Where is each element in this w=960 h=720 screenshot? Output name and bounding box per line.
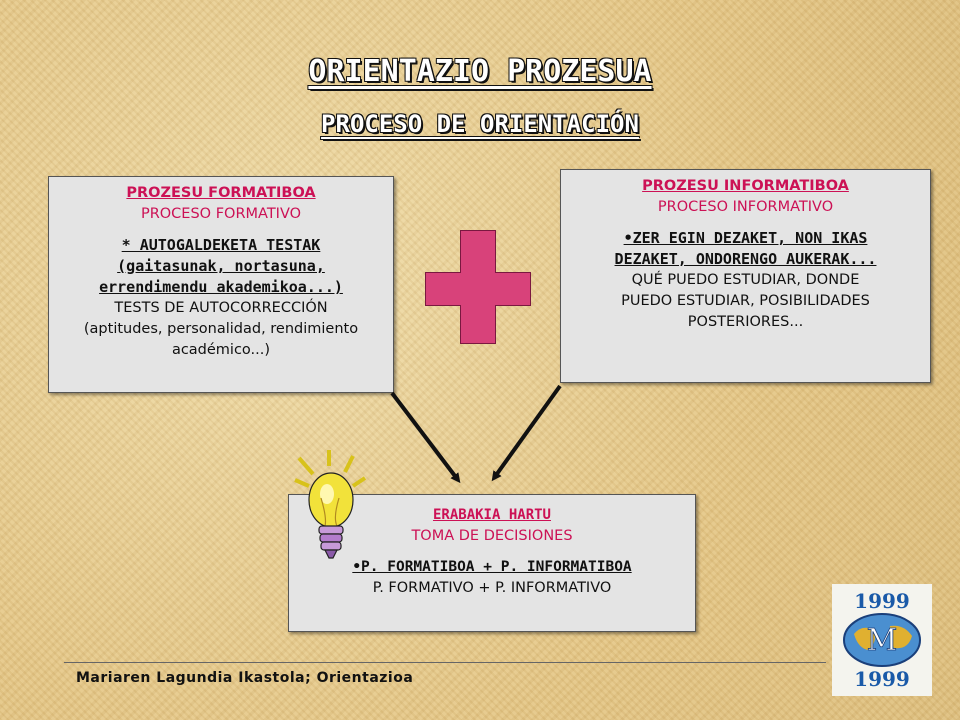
logo-text-bottom: 1999 <box>854 667 910 691</box>
formative-line-6: académico...) <box>171 342 271 358</box>
footer-text: Mariaren Lagundia Ikastola; Orientazioa <box>76 670 414 686</box>
page-subtitle: PROCESO DE ORIENTACIÓN <box>321 110 639 138</box>
formative-line-5: (aptitudes, personalidad, rendimiento <box>83 321 359 337</box>
formative-line-1: * AUTOGALDEKETA TESTAK <box>121 236 321 254</box>
informative-line-3: QUÉ PUEDO ESTUDIAR, DONDE <box>631 272 860 288</box>
globe-logo-icon <box>832 584 932 696</box>
decision-line-1: •P. FORMATIBOA + P. INFORMATIBOA <box>352 559 632 575</box>
formative-heading-es: PROCESO FORMATIVO <box>140 206 302 222</box>
formative-line-2: (gaitasunak, nortasuna, <box>117 257 325 275</box>
logo-monogram: M <box>866 623 898 658</box>
informative-line-4: PUEDO ESTUDIAR, POSIBILIDADES <box>621 293 870 309</box>
informative-line-1: •ZER EGIN DEZAKET, NON IKAS <box>623 229 868 247</box>
informative-heading-es: PROCESO INFORMATIVO <box>657 199 834 215</box>
decision-heading-es: TOMA DE DECISIONES <box>411 528 573 544</box>
footer-divider <box>64 662 826 663</box>
decision-line-2: P. FORMATIVO + P. INFORMATIVO <box>372 580 612 596</box>
logo-text-top: 1999 <box>854 589 910 613</box>
formative-line-3: errendimendu akademikoa...) <box>99 278 343 296</box>
formative-heading-eu: PROZESU FORMATIBOA <box>126 185 316 201</box>
informative-heading-eu: PROZESU INFORMATIBOA <box>642 178 849 194</box>
lightbulb-icon <box>293 448 373 568</box>
decision-heading-eu: ERABAKIA HARTU <box>432 507 551 523</box>
informative-line-5: POSTERIORES... <box>687 314 804 330</box>
formative-line-4: TESTS DE AUTOCORRECCIÓN <box>114 300 328 316</box>
informative-line-2: DEZAKET, ONDORENGO AUKERAK... <box>614 250 877 268</box>
page-title: ORIENTAZIO PROZESUA <box>308 54 652 89</box>
